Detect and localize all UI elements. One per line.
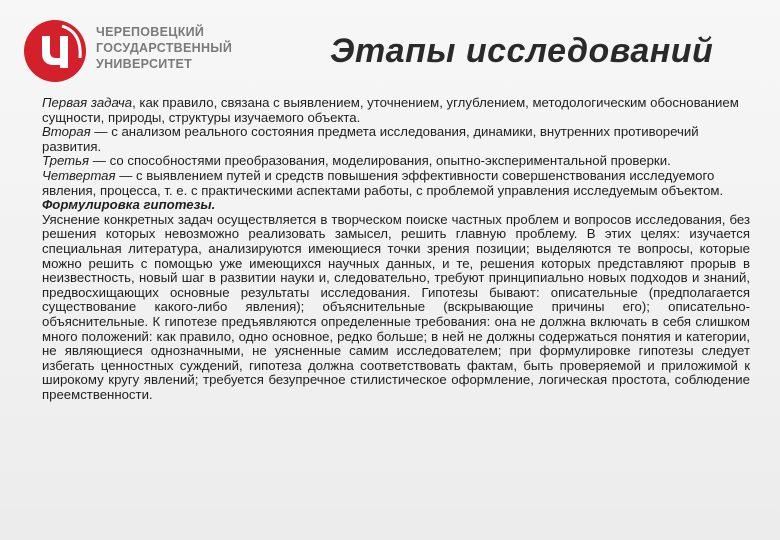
third-task-label: Третья	[42, 153, 90, 169]
page-title: Этапы исследований	[330, 32, 714, 70]
cherepovets-university-logo-icon	[22, 18, 88, 84]
second-task-label: Вторая	[42, 124, 91, 140]
paragraph-fourth-task	[42, 169, 750, 198]
fourth-task-text: — с выявлением путей и средств повышения эффективности совершенствования исследуемого явления, процесса, т. е. с практическими аспектами работы, с проблемой управления исследуемым объектом.	[42, 167, 724, 198]
slide-body	[42, 96, 750, 402]
paragraph-first-task	[42, 96, 750, 125]
hypothesis-heading: Формулировка гипотезы.	[42, 197, 216, 213]
paragraph-second-task	[42, 125, 750, 154]
first-task-text: , как правило, связана с выявлением, уточнением, углублением, методологическим обоснованием сущности, природы, структуры изучаемого объекта.	[42, 95, 739, 125]
university-name-line-2: ГОСУДАРСТВЕННЫЙ	[96, 41, 233, 55]
university-name-line-3: УНИВЕРСИТЕТ	[96, 57, 193, 71]
second-task-text: — с анализом реального состояния предмета исследования, динамики, внутренних противоречий развития.	[42, 124, 699, 154]
third-task-text: — со способностями преобразования, моделирования, опытно-экспериментальной проверки.	[89, 153, 671, 169]
first-task-label: Первая задача	[42, 95, 133, 110]
paragraph-third-task	[42, 154, 750, 169]
university-name	[96, 24, 232, 72]
hypothesis-paragraph: Уяснение конкретных задач осуществляется в творческом поиске частных проблем и вопросов исследования, без решения которых невозможно реализовать замысел, решить главную проблему. В этих целях: изучается специальная литература, анализируются имеющиеся точки зрения позиции; выделяются те вопросы, которые можно решить с помощью уже имеющихся научных данных, и те, решения которых представляют прорыв в неизвестность, новый шаг в развитии науки и, следовательно, требуют принципиально новых подходов и знаний, предвосхищающих основные результаты исследования. Гипотезы бывают: описательные (предполагается существование какого-либо явления); объяснительные (вскрывающие причины его); описательно-объяснительные. К гипотезе предъявляются определенные требования: она не должна включать в себя слишком много положений: как правило, одно основное, редко больше; в ней не должны содержаться понятия и категории, не являющиеся однозначными, не уясненные самим исследователем; при формулировке гипотезы следует избегать ценностных суждений, гипотеза должна соответствовать фактам, быть проверяемой и приложимой к широкому кругу явлений; требуется безупречное стилистическое оформление, логическая простота, соблюдение преемственности.	[42, 211, 750, 402]
university-name-line-1: ЧЕРЕПОВЕЦКИЙ	[96, 25, 205, 39]
fourth-task-label: Четвертая	[42, 167, 116, 183]
